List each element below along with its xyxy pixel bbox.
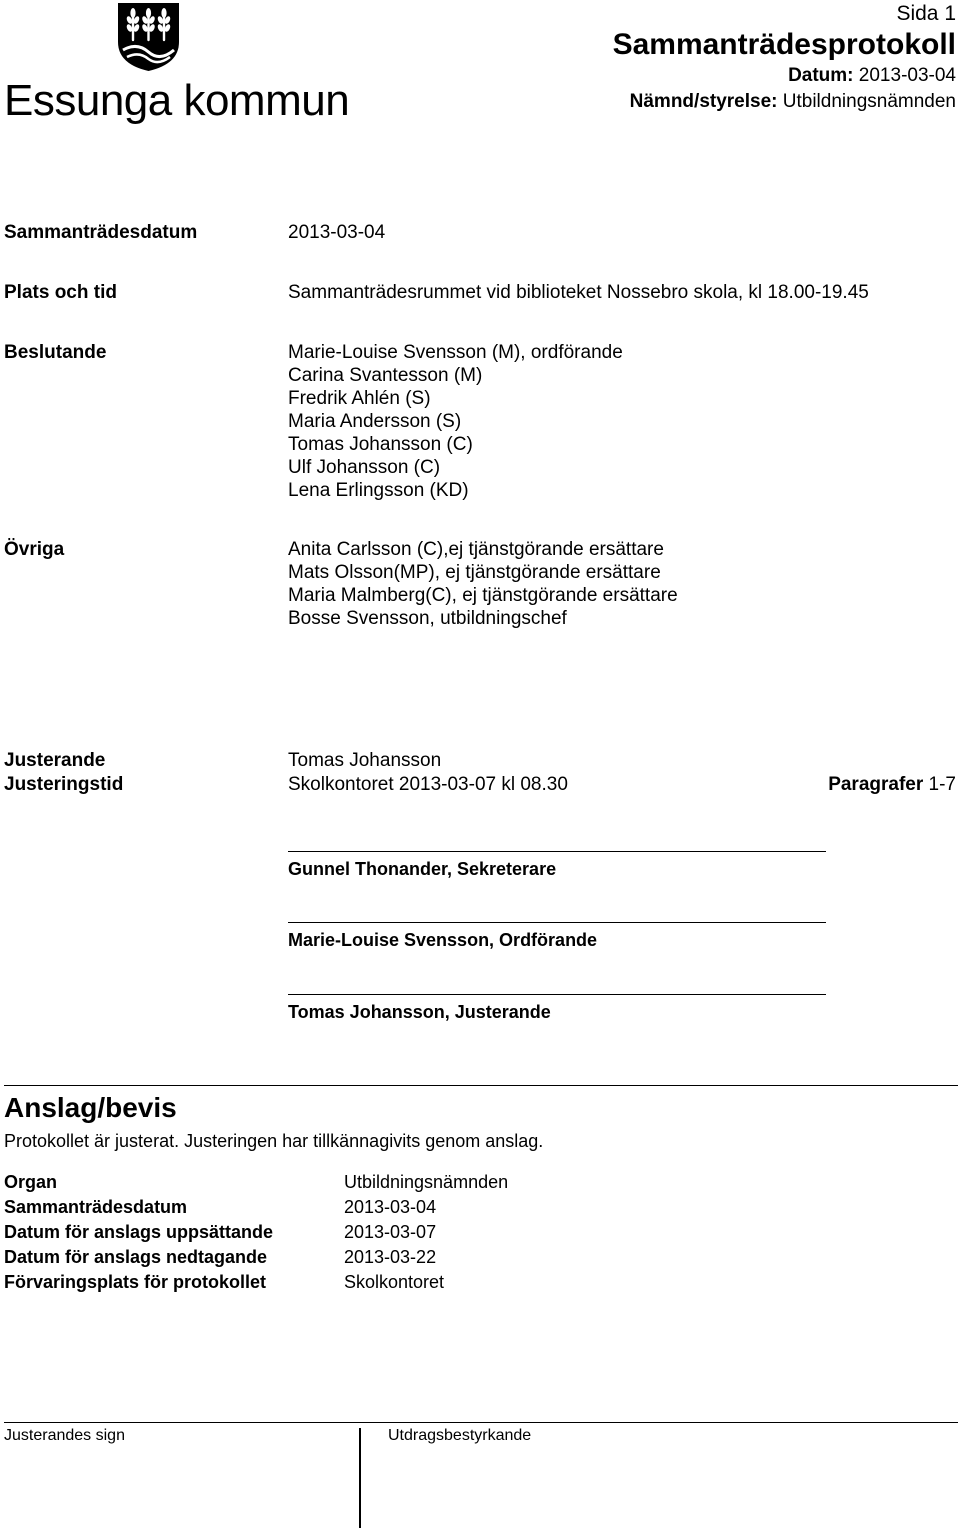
anslag-row-value: Skolkontoret <box>344 1272 445 1292</box>
paragraphs-value: 1-7 <box>928 774 956 795</box>
deciding-member: Marie-Louise Svensson (M), ordförande <box>288 342 623 363</box>
place-label: Plats och tid <box>4 282 117 303</box>
footer-divider-line <box>4 1422 958 1423</box>
deciding-member: Fredrik Ahlén (S) <box>288 388 431 409</box>
deciding-member: Carina Svantesson (M) <box>288 365 483 386</box>
meeting-date-label: Sammanträdesdatum <box>4 222 198 243</box>
paragraphs <box>828 773 956 796</box>
other-attendee: Mats Olsson(MP), ej tjänstgörande ersättare <box>288 562 661 583</box>
footer-adjuster-sign: Justerandes sign <box>4 1427 125 1444</box>
header-date-value: 2013-03-04 <box>858 65 956 86</box>
section-divider <box>4 1085 958 1086</box>
anslag-row-value: Utbildningsnämnden <box>344 1172 509 1192</box>
anslag-row-label: Organ <box>4 1172 58 1192</box>
anslag-row-label: Sammanträdesdatum <box>4 1197 188 1217</box>
anslag-row-value: 2013-03-04 <box>344 1197 437 1217</box>
signature-line <box>288 851 826 852</box>
page-number: Sida 1 <box>896 2 956 25</box>
meeting-date-value: 2013-03-04 <box>288 222 386 243</box>
adjuster-value: Tomas Johansson <box>288 750 442 771</box>
municipality-logo-text: Essunga kommun <box>4 76 350 125</box>
header-board-label: Nämnd/styrelse: <box>629 91 778 112</box>
adjust-time-label: Justeringstid <box>4 774 124 795</box>
deciding-member: Ulf Johansson (C) <box>288 457 441 478</box>
others-label: Övriga <box>4 539 65 560</box>
anslag-row-label: Datum för anslags nedtagande <box>4 1247 268 1267</box>
header-board <box>630 91 956 113</box>
header-board-value: Utbildningsnämnden <box>782 91 956 112</box>
deciding-member: Maria Andersson (S) <box>288 411 462 432</box>
other-attendee: Anita Carlsson (C),ej tjänstgörande ersättare <box>288 539 664 560</box>
other-attendee: Bosse Svensson, utbildningschef <box>288 608 567 629</box>
signature-line <box>288 922 826 923</box>
header-date <box>788 65 956 87</box>
signature-line <box>288 994 826 995</box>
footer-vertical-divider <box>359 1428 361 1528</box>
paragraphs-label: Paragrafer <box>828 774 924 795</box>
signature-chair: Marie-Louise Svensson, Ordförande <box>288 930 598 950</box>
anslag-row-value: 2013-03-07 <box>344 1222 437 1242</box>
header-date-label: Datum: <box>788 65 854 86</box>
place-value: Sammanträdesrummet vid biblioteket Nossebro skola, kl 18.00-19.45 <box>288 282 869 303</box>
anslag-row-label: Förvaringsplats för protokollet <box>4 1272 267 1292</box>
anslag-heading: Anslag/bevis <box>4 1092 177 1123</box>
signature-secretary: Gunnel Thonander, Sekreterare <box>288 859 557 879</box>
deciding-member: Tomas Johansson (C) <box>288 434 473 455</box>
anslag-row-label: Datum för anslags uppsättande <box>4 1222 274 1242</box>
deciding-list <box>288 341 623 502</box>
deciding-member: Lena Erlingsson (KD) <box>288 480 469 501</box>
signature-adjuster: Tomas Johansson, Justerande <box>288 1002 551 1022</box>
municipality-coat-of-arms-icon <box>117 2 180 72</box>
anslag-text: Protokollet är justerat. Justeringen har tillkännagivits genom anslag. <box>4 1131 544 1151</box>
adjust-time-value: Skolkontoret 2013-03-07 kl 08.30 <box>288 774 568 795</box>
footer-certification: Utdragsbestyrkande <box>388 1427 532 1444</box>
adjuster-label: Justerande <box>4 750 106 771</box>
anslag-row-value: 2013-03-22 <box>344 1247 437 1267</box>
deciding-label: Beslutande <box>4 342 107 363</box>
other-attendee: Maria Malmberg(C), ej tjänstgörande ersättare <box>288 585 678 606</box>
document-title: Sammanträdesprotokoll <box>612 28 956 61</box>
others-list <box>288 538 678 630</box>
